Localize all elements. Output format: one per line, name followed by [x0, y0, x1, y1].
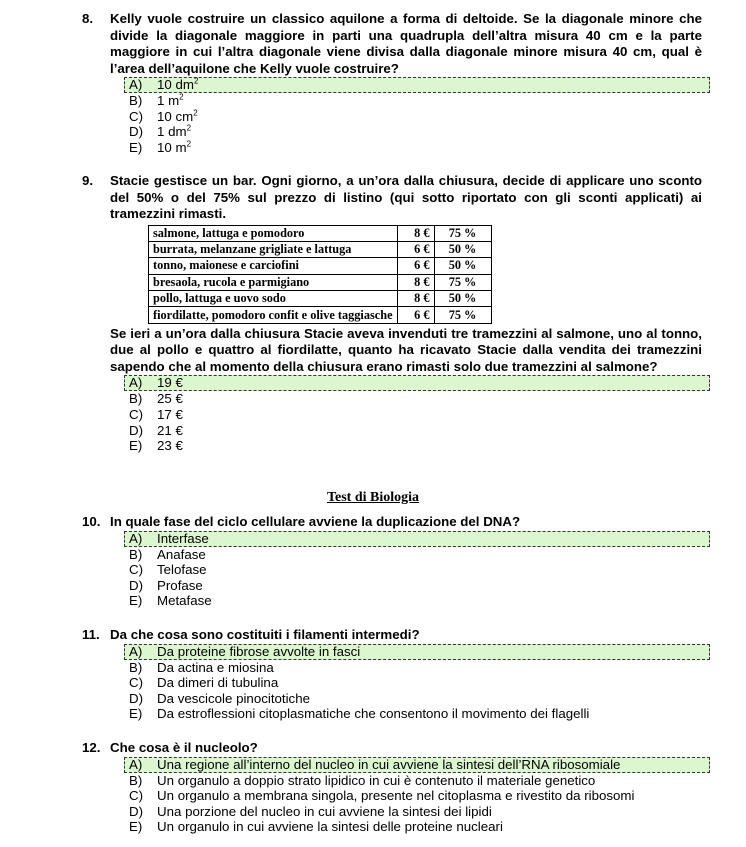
option-text: 23 €: [157, 438, 183, 454]
question-number: 12.: [82, 740, 101, 755]
option-text: 25 €: [157, 391, 183, 407]
answer-option-d[interactable]: D) Profase: [129, 577, 203, 593]
answer-option-e[interactable]: E) Un organulo in cui avviene la sintesi delle proteine nucleari: [129, 819, 503, 835]
option-text: Da dimeri di tubulina: [157, 675, 279, 691]
question-text-continued: Se ieri a un’ora dalla chiusura Stacie aveva invenduti tre tramezzini al salmone, uno al tonno, due al pollo e quattro al fiordilatte, quanto ha ricavato Stacie dalla vendita dei tramezzini sapendo che al momento della chiusura erano rimasti solo due tramezzini al salmone?: [110, 325, 702, 374]
section-title: Test di Biologia: [326, 490, 420, 505]
answer-option-e[interactable]: E) Da estroflessioni citoplasmatiche che consentono il movimento dei flagelli: [129, 706, 590, 722]
answer-options: [129, 531, 702, 609]
question-9: [82, 173, 702, 454]
option-text: Interfase: [157, 530, 209, 546]
option-text: 10 m: [157, 139, 187, 155]
option-text: 17 €: [157, 406, 183, 422]
option-text: 10 cm: [157, 108, 194, 124]
answer-option-c[interactable]: C) Un organulo a membrana singola, presente nel citoplasma e rivestito da ribosomi: [129, 788, 635, 804]
option-text: Da estroflessioni citoplasmatiche che consentono il movimento dei flagelli: [157, 706, 590, 722]
option-text: Un organulo a doppio strato lipidico in cui è contenuto il materiale genetico: [157, 772, 596, 788]
answer-options: [129, 375, 702, 453]
option-text: Profase: [157, 577, 203, 593]
answer-option-e[interactable]: E) 23 €: [129, 438, 183, 454]
question-text: Kelly vuole costruire un classico aquilone a forma di deltoide. Se la diagonale minore che divide la diagonale maggiore in parti una quadrupla dell’altra misura 40 cm e la parte maggiore in cui l’altra diagonale viene divisa dalla diagonale minore misura 40 cm, qual è l’area dell’aquilone che Kelly vuole costruire?: [110, 11, 702, 76]
question-number: 8.: [82, 11, 94, 26]
answer-option-c[interactable]: C) 10 $cm^2$: [129, 108, 198, 124]
answer-option-a[interactable]: A) Interfase: [124, 531, 710, 547]
question-text: Stacie gestisce un bar. Ogni giorno, a un’ora dalla chiusura, decide di applicare uno sconto del 50% o del 75% sul prezzo di listino (qui sotto riportato con gli sconti applicati) ai tramezzini rimasti.: [110, 173, 702, 221]
table-row: bresaola, rucola e parmigiano 8 € 75 %: [149, 274, 492, 290]
option-text: Metafase: [157, 593, 212, 609]
question-number: 10.: [82, 514, 101, 529]
answer-option-a[interactable]: A) 19 €: [124, 375, 710, 391]
answer-option-d[interactable]: D) Da vescicole pinocitotiche: [129, 690, 310, 706]
table-row: fiordilatte, pomodoro confit e olive taggiasche 6 € 75 %: [149, 307, 492, 323]
answer-option-c[interactable]: C) Telofase: [129, 562, 207, 578]
answer-option-b[interactable]: B) 25 €: [129, 391, 183, 407]
option-text: Una regione all’interno del nucleo in cui avviene la sintesi dell’RNA ribosomiale: [157, 756, 621, 772]
answer-option-d[interactable]: D) Una porzione del nucleo in cui avviene la sintesi dei lipidi: [129, 803, 492, 819]
option-text: Un organulo a membrana singola, presente nel citoplasma e rivestito da ribosomi: [157, 788, 635, 804]
question-12: [82, 740, 702, 835]
answer-options: [129, 77, 702, 155]
option-text: 19 €: [157, 375, 183, 391]
option-text: Da vescicole pinocitotiche: [157, 690, 310, 706]
option-text: Da actina e miosina: [157, 659, 274, 675]
option-text: 21 €: [157, 422, 183, 438]
table-row: tonno, maionese e carciofini 6 € 50 %: [149, 258, 492, 274]
option-text: 10 dm: [157, 77, 194, 92]
answer-options: [129, 644, 702, 722]
option-text: Una porzione del nucleo in cui avviene la sintesi dei lipidi: [157, 803, 492, 819]
answer-option-d[interactable]: D) 1 $dm^2$: [129, 123, 192, 140]
answer-option-a[interactable]: A) 10 $dm^2$: [124, 77, 710, 93]
question-10: [82, 514, 702, 609]
option-text: 1 dm: [157, 124, 187, 140]
option-text: Anafase: [157, 546, 206, 562]
answer-option-b[interactable]: B) 1 $m^2$: [129, 92, 184, 108]
option-text: Da proteine fibrose avvolte in fasci: [157, 643, 361, 659]
question-number: 9.: [82, 173, 94, 188]
question-text: In quale fase del ciclo cellulare avviene la duplicazione del DNA?: [110, 514, 521, 529]
answer-option-c[interactable]: C) 17 €: [129, 406, 183, 422]
question-11: [82, 627, 702, 722]
answer-option-b[interactable]: B) Anafase: [129, 546, 206, 562]
question-number: 11.: [82, 627, 100, 642]
question-text: Che cosa è il nucleolo?: [110, 740, 258, 755]
answer-option-c[interactable]: C) Da dimeri di tubulina: [129, 675, 279, 691]
answer-option-b[interactable]: B) Un organulo a doppio strato lipidico in cui è contenuto il materiale genetico: [129, 772, 596, 788]
table-row: salmone, lattuga e pomodoro 8 € 75 %: [149, 225, 492, 241]
answer-option-d[interactable]: D) 21 €: [129, 422, 183, 438]
table-row: pollo, lattuga e uovo sodo 8 € 50 %: [149, 291, 492, 307]
option-text: 1 m: [157, 93, 180, 108]
question-text: Da che cosa sono costituiti i filamenti intermedi?: [110, 627, 420, 642]
table-row: burrata, melanzane grigliate e lattuga 6 € 50 %: [149, 241, 492, 257]
option-text: Telofase: [157, 562, 207, 578]
answer-option-e[interactable]: E) Metafase: [129, 593, 212, 609]
answer-option-b[interactable]: B) Da actina e miosina: [129, 659, 274, 675]
sandwich-price-table: [148, 225, 492, 324]
question-8: [82, 11, 702, 155]
answer-option-e[interactable]: E) 10 $m^2$: [129, 139, 192, 155]
answer-options: [129, 757, 702, 835]
option-text: Un organulo in cui avviene la sintesi delle proteine nucleari: [157, 819, 503, 835]
answer-option-a[interactable]: A) Da proteine fibrose avvolte in fasci: [124, 644, 710, 660]
answer-option-a[interactable]: A) Una regione all’interno del nucleo in cui avviene la sintesi dell’RNA ribosomiale: [124, 757, 710, 773]
